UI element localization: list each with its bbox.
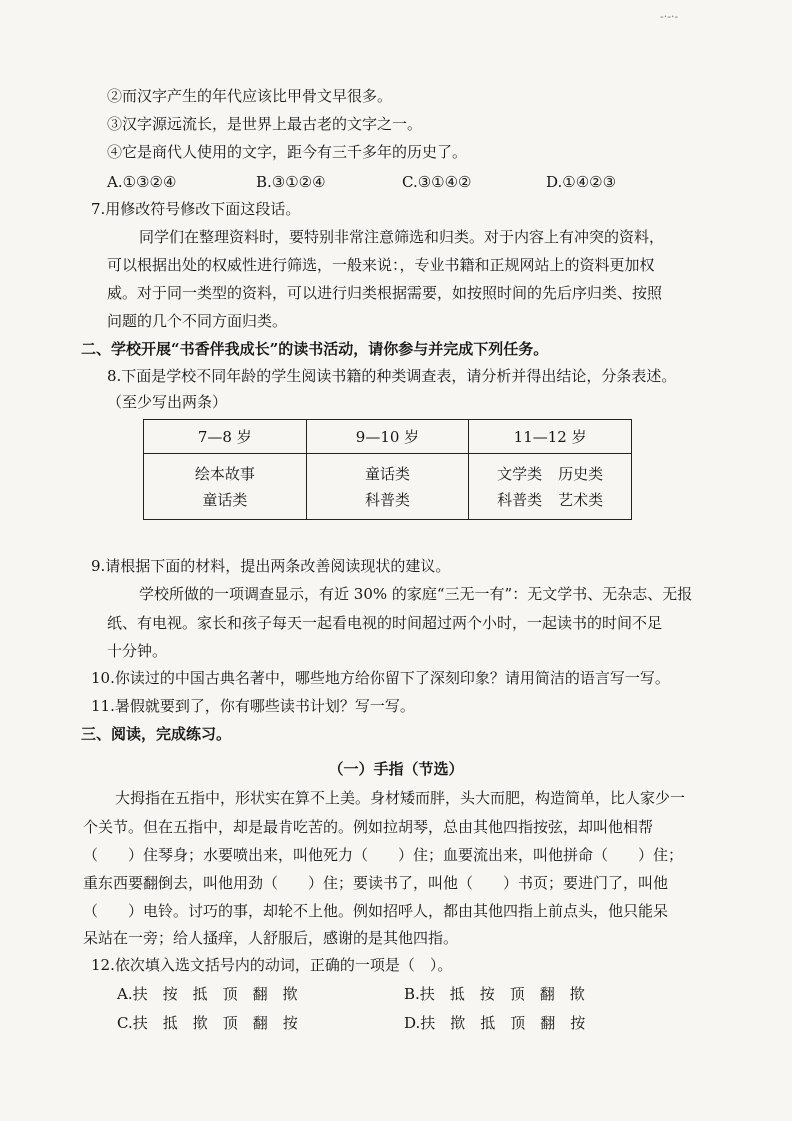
table-cell-11-12 bbox=[469, 454, 632, 520]
q9-prompt: 9.请根据下面的材料，提出两条改善阅读现状的建议。 bbox=[91, 557, 451, 575]
q7-prompt: 7.用修改符号修改下面这段话。 bbox=[91, 200, 301, 218]
table-cell-7-8 bbox=[144, 454, 307, 520]
q12-option-d[interactable]: D.扶 揿 抵 顶 翻 按 bbox=[404, 1014, 586, 1032]
q7-line-4: 问题的几个不同方面归类。 bbox=[107, 312, 288, 330]
reading-survey-table bbox=[143, 419, 632, 520]
table-header-11-12: 11—12 岁 bbox=[469, 420, 632, 454]
q9-line-1: 学校所做的一项调查显示，有近 30% 的家庭“三无一有”：无文学书、无杂志、无报 bbox=[139, 585, 693, 603]
table-header-7-8: 7—8 岁 bbox=[144, 420, 307, 454]
q7-line-2: 可以根据出处的权威性进行筛选，一般来说：，专业书籍和正规网站上的资料更加权 bbox=[107, 256, 655, 274]
table-cell-text: 科普类 bbox=[364, 490, 410, 509]
section-2-heading: 二、学校开展“书香伴我成长”的读书活动，请你参与并完成下列任务。 bbox=[81, 340, 549, 358]
q12-option-a[interactable]: A.扶 按 抵 顶 翻 揿 bbox=[117, 985, 298, 1003]
q7-line-1: 同学们在整理资料时，要特别非常注意筛选和归类。对于内容上有冲突的资料， bbox=[139, 228, 665, 246]
table-cell-text: 绘本故事 bbox=[194, 464, 255, 483]
passage-line-1: 大拇指在五指中，形状实在算不上美。身材矮而胖，头大而肥，构造简单，比人家少一 bbox=[115, 789, 686, 807]
passage-line-5: （ ）电铃。讨巧的事，却轮不上他。例如招呼人，都由其他四指上前点头，他只能呆 bbox=[83, 902, 669, 920]
q6-option-c[interactable]: C.③①④② bbox=[402, 173, 472, 191]
passage-line-3: （ ）住琴身；水要喷出来，叫他死力（ ）住；血要流出来，叫他拼命（ ）住； bbox=[83, 846, 684, 864]
q12-option-c[interactable]: C.扶 抵 揿 顶 翻 按 bbox=[117, 1014, 298, 1032]
q8-prompt: 8.下面是学校不同年龄的学生阅读书籍的种类调查表，请分析并得出结论，分条表述。 bbox=[107, 367, 677, 385]
q6-item-3: ③汉字源远流长，是世界上最古老的文字之一。 bbox=[107, 115, 423, 133]
q9-line-3: 十分钟。 bbox=[107, 642, 168, 660]
section-3-heading: 三、阅读，完成练习。 bbox=[81, 725, 232, 743]
passage-line-4: 重东西要翻倒去，叫他用劲（ ）住；要读书了，叫他（ ）书页；要进门了，叫他 bbox=[83, 874, 669, 892]
table-cell-text: 童话类 bbox=[364, 464, 410, 483]
q8-note: （至少写出两条） bbox=[107, 393, 228, 411]
table-cell-9-10 bbox=[306, 454, 469, 520]
page-mark: -·-·- bbox=[660, 10, 679, 23]
passage-line-2: 个关节。但在五指中，却是最肯吃苦的。例如拉胡琴，总由其他四指按弦，却叫他相帮 bbox=[83, 818, 654, 836]
q6-option-b[interactable]: B.③①②④ bbox=[256, 173, 326, 191]
table-header-9-10: 9—10 岁 bbox=[306, 420, 469, 454]
passage-title: （一）手指（节选） bbox=[328, 760, 464, 778]
q6-item-2: ②而汉字产生的年代应该比甲骨文早很多。 bbox=[107, 87, 393, 105]
q11-prompt: 11.暑假就要到了，你有哪些读书计划？写一写。 bbox=[91, 697, 415, 715]
q10-prompt: 10.你读过的中国古典名著中，哪些地方给你留下了深刻印象？请用简洁的语言写一写。 bbox=[91, 669, 670, 687]
q9-line-2: 纸、有电视。家长和孩子每天一起看电视的时间超过两个小时，一起读书的时间不足 bbox=[107, 614, 663, 632]
table-cell-text: 文学类 bbox=[497, 464, 543, 483]
q7-line-3: 威。对于同一类型的资料，可以进行归类根据需要，如按照时间的先后序归类、按照 bbox=[107, 284, 663, 302]
q12-option-b[interactable]: B.扶 抵 按 顶 翻 揿 bbox=[404, 985, 585, 1003]
q6-item-4: ④它是商代人使用的文字，距今有三千多年的历史了。 bbox=[107, 143, 468, 161]
table-cell-text: 艺术类 bbox=[558, 490, 604, 509]
table-cell-text: 历史类 bbox=[558, 464, 604, 483]
q12-prompt: 12.依次填入选文括号内的动词，正确的一项是（ ）。 bbox=[91, 956, 453, 974]
passage-line-6: 呆站在一旁；给人搔痒，人舒服后，感谢的是其他四指。 bbox=[83, 929, 459, 947]
table-cell-row bbox=[469, 487, 631, 513]
table-cell-text: 童话类 bbox=[202, 490, 248, 509]
table-cell-text: 科普类 bbox=[497, 490, 543, 509]
q6-option-a[interactable]: A.①③②④ bbox=[107, 173, 177, 191]
table-cell-row bbox=[469, 461, 631, 487]
q6-option-d[interactable]: D.①④②③ bbox=[546, 173, 617, 191]
